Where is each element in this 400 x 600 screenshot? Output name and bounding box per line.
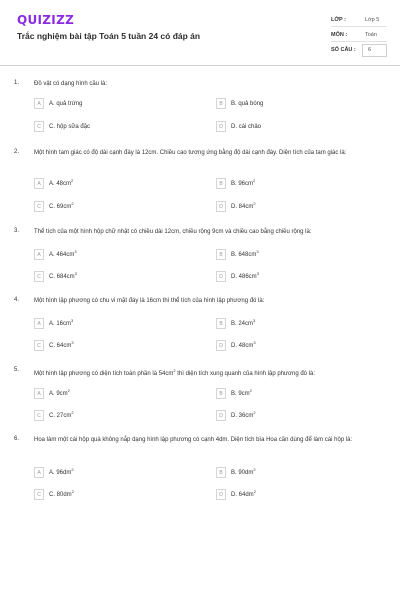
option-b[interactable] [216,98,263,109]
meta-count-label: SỐ CÂU : [331,47,356,53]
question-number: 4. [14,297,20,303]
question-text: Hoa làm một cái hộp quà không nắp dạng hình lập phương có cạnh 4dm. Diện tích bìa Hoa cần dùng để làm cái hộp là: [34,437,353,443]
option-text: D. $48cm^3$ [231,339,256,349]
meta-subject [331,28,387,42]
option-letter-box: A [34,318,44,329]
option-text: C. $64cm^3$ [49,339,74,349]
meta-class [331,13,387,27]
worksheet-header [0,0,400,66]
question-number: 5. [14,367,20,373]
option-letter-box: A [34,388,44,399]
option-b[interactable] [216,467,256,478]
option-text: B. $24cm^3$ [231,317,256,327]
option-text: D. $486cm^3$ [231,270,259,280]
option-a[interactable] [34,318,73,329]
option-letter-box: B [216,467,226,478]
option-letter-box: D [216,271,226,282]
option-text: B. $648cm^3$ [231,248,259,258]
question-text: Đồ vật có dạng hình cầu là: [34,81,108,87]
option-a[interactable] [34,249,77,260]
option-letter-box: D [216,121,226,132]
option-a[interactable] [34,467,74,478]
option-letter-box: A [34,178,44,189]
option-b[interactable] [216,249,259,260]
option-letter-box: B [216,388,226,399]
option-text: B. $96cm^2$ [231,177,256,187]
option-text: D. $36cm^2$ [231,409,256,419]
option-text: B. $9cm^2$ [231,387,252,397]
option-text: A. $96dm^2$ [49,466,74,476]
option-d[interactable] [216,121,261,132]
option-letter-box: C [34,410,44,421]
question-number: 2. [14,149,20,155]
option-text: D. cái chảo [231,123,262,130]
option-text: C. hộp sữa đặc [49,123,91,130]
option-c[interactable] [34,410,74,421]
option-text: D. $84cm^2$ [231,200,256,210]
option-c[interactable] [34,340,74,351]
question-text: Một hình tam giác có độ dài cạnh đáy là 12cm. Chiều cao tương ứng bằng độ dài cạnh đáy. Diện tích của tam giác là: [34,150,347,156]
option-letter-box: B [216,318,226,329]
meta-subject-label: MÔN : [331,32,348,38]
option-text: A. $48cm^2$ [49,177,74,187]
option-letter-box: D [216,410,226,421]
option-letter-box: B [216,178,226,189]
meta-count [331,43,387,57]
option-text: C. $80dm^2$ [49,488,74,498]
option-a[interactable] [34,98,82,109]
option-letter-box: A [34,467,44,478]
question-number: 1. [14,80,20,86]
quizizz-logo: QUIZIZZ [17,13,75,27]
option-text: B. quả bóng [231,100,264,107]
meta-count-value: 6 [368,47,372,53]
option-d[interactable] [216,489,256,500]
option-text: C. $69cm^2$ [49,200,74,210]
option-letter-box: C [34,489,44,500]
option-c[interactable] [34,271,77,282]
option-letter-box: A [34,249,44,260]
meta-subject-value: Toán [365,32,377,38]
option-letter-box: D [216,489,226,500]
option-d[interactable] [216,201,256,212]
option-c[interactable] [34,121,90,132]
meta-class-label: LỚP : [331,17,346,23]
option-text: D. $64dm^2$ [231,488,256,498]
worksheet-title: Trắc nghiệm bài tập Toán 5 tuần 24 có đáp án [17,31,201,41]
option-b[interactable] [216,318,255,329]
option-b[interactable] [216,388,252,399]
option-text: A. $9cm^2$ [49,387,70,397]
meta-class-value: Lớp 5 [365,17,380,23]
option-d[interactable] [216,271,259,282]
option-letter-box: B [216,249,226,260]
option-b[interactable] [216,178,255,189]
question-text: Thể tích của một hình hộp chữ nhật có chiều dài 12cm, chiều rộng 9cm và chiều cao bằng chiều rộng là: [34,229,312,235]
option-letter-box: C [34,201,44,212]
question-number: 3. [14,228,20,234]
option-text: A. $16cm^3$ [49,317,74,327]
option-letter-box: B [216,98,226,109]
option-d[interactable] [216,340,256,351]
option-d[interactable] [216,410,256,421]
option-letter-box: C [34,340,44,351]
option-text: A. $464cm^3$ [49,248,77,258]
option-c[interactable] [34,489,74,500]
option-text: C. $27cm^2$ [49,409,74,419]
option-letter-box: C [34,121,44,132]
question-text: Một hình lập phương có diện tích toàn phần là $54cm^2$ thì diện tích xung quanh của hình lập phương đó là: [34,368,315,377]
option-text: A. quả trứng [49,100,83,107]
question-number: 6. [14,436,20,442]
option-c[interactable] [34,201,74,212]
option-letter-box: C [34,271,44,282]
question-text: Một hình lập phương có chu vi mặt đáy là 16cm thì thể tích của hình lập phương đó là: [34,298,265,304]
option-letter-box: A [34,98,44,109]
option-letter-box: D [216,340,226,351]
option-text: B. $90dm^2$ [231,466,256,476]
option-a[interactable] [34,388,70,399]
option-letter-box: D [216,201,226,212]
option-a[interactable] [34,178,73,189]
option-text: C. $684cm^3$ [49,270,77,280]
